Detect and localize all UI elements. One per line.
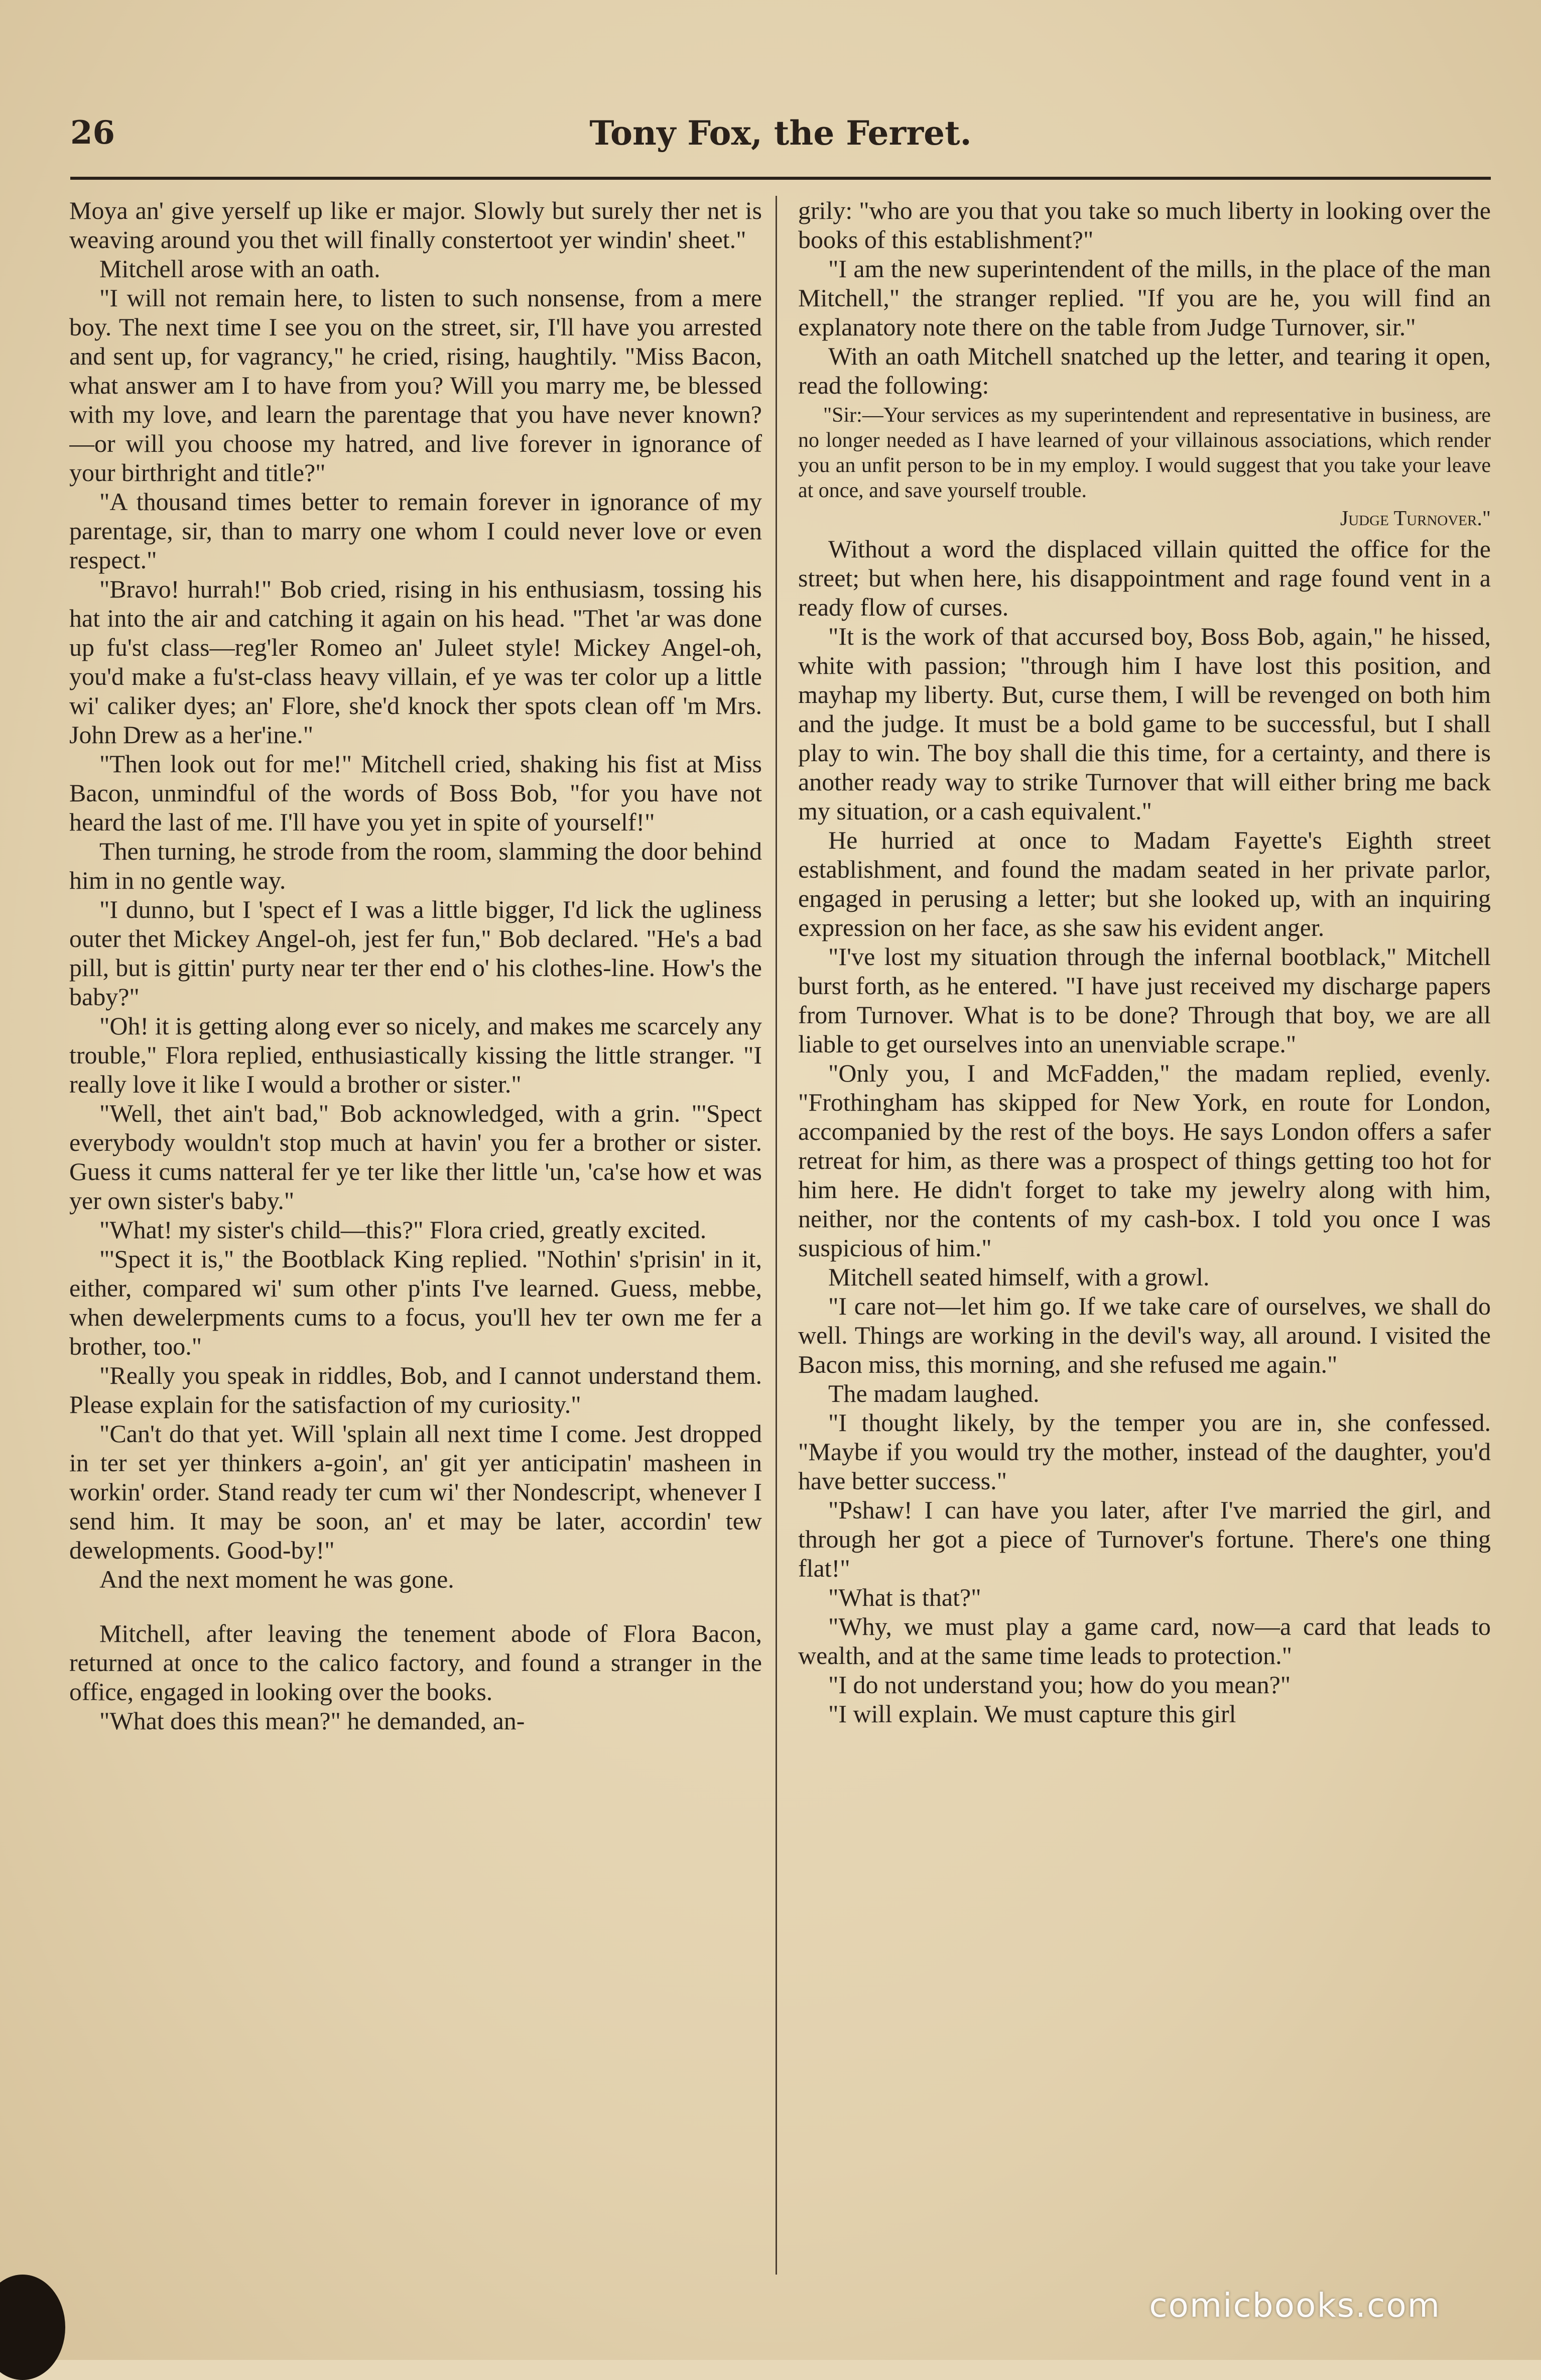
paragraph: grily: "who are you that you take so much liberty in looking over the books of this establishment?" [798,196,1491,254]
paragraph: "Oh! it is getting along ever so nicely, and makes me scarcely any trouble," Flora replied, enthusiastically kissing the little stranger. "I really love it like I would a brother or sister." [69,1012,762,1098]
page-number: 26 [70,114,115,152]
paragraph: "Can't do that yet. Will 'splain all next time I come. Jest dropped in ter set yer thinkers a-goin', an' git yer anticipatin' masheen in workin' order. Stand ready ter cum wi' ther Nondescript, whenever I send him. It may be soon, an' et may be later, accordin' tew dewelopments. Good-by!" [69,1419,762,1564]
paragraph: "I thought likely, by the temper you are in, she confessed. "Maybe if you would try the mother, instead of the daughter, you'd have better success." [798,1408,1491,1495]
paragraph: Mitchell seated himself, with a growl. [828,1263,1210,1291]
paragraph: "Why, we must play a game card, now—a card that leads to wealth, and at the same time leads to protection." [798,1612,1491,1670]
letter-signature: Judge Turnover." [1340,507,1491,530]
paragraph: "'Spect it is," the Bootblack King replied. "Nothin' s'prisin' in it, either, compared wi' sum other p'ints I've learned. Guess, mebbe, when dewelerpments cums to a focus, you'll hev ter own me fer a brother, too." [69,1245,762,1360]
paragraph: "It is the work of that accursed boy, Boss Bob, again," he hissed, white with passion; "through him I have lost this position, and mayhap my liberty. But, curse them, I will be revenged on both him and the judge. It must be a bold game to be successful, but I shall play to win. The boy shall die this time, for a certainty, and there is another ready way to strike Turnover that will either bring me back my situation, or a cash equivalent." [798,622,1491,825]
right-column [798,196,1491,2280]
paragraph: Then turning, he strode from the room, slamming the door behind him in no gentle way. [69,837,762,894]
header-rule [70,177,1491,180]
paragraph: "What! my sister's child—this?" Flora cried, greatly excited. [99,1216,707,1244]
paragraph: Mitchell arose with an oath. [99,255,380,283]
paragraph: Mitchell, after leaving the tenement abode of Flora Bacon, returned at once to the calico factory, and found a stranger in the office, engaged in looking over the books. [69,1619,762,1706]
paragraph: The madam laughed. [828,1379,1040,1407]
paragraph: And the next moment he was gone. [99,1565,454,1593]
paragraph: "I do not understand you; how do you mean?" [828,1671,1291,1699]
paragraph: "A thousand times better to remain forever in ignorance of my parentage, sir, than to marry one whom I could never love or even respect." [69,488,762,574]
paragraph: "I will explain. We must capture this girl [828,1700,1236,1728]
paragraph: "I will not remain here, to listen to such nonsense, from a mere boy. The next time I see you on the street, sir, I'll have you arrested and sent up, for vagrancy," he cried, rising, haughtily. "Miss Bacon, what answer am I to have from you? Will you marry me, be blessed with my love, and learn the parentage that you have never known?—or will you choose my hatred, and live forever in ignorance of your birthright and title?" [69,284,762,487]
paragraph: "I am the new superintendent of the mills, in the place of the man Mitchell," the stranger replied. "If you are he, you will find an explanatory note there on the table from Judge Turnover, sir." [798,255,1491,341]
paragraph: "Bravo! hurrah!" Bob cried, rising in his enthusiasm, tossing his hat into the air and catching it again on his head. "Thet 'ar was done up fu'st class—reg'ler Romeo an' Juleet style! Mickey Angel-oh, you'd make a fu'st-class heavy villain, ef ye was ter color up a little wi' caliker dyes; an' Flore, she'd knock ther spots clean off 'm Mrs. John Drew as a her'ine." [69,575,762,749]
letter-text: "Sir:—Your services as my superintendent and representative in business, are no longer needed as I have learned of your villainous associations, which render you an unfit person to be in my employ. I would suggest that you take your leave at once, and save yourself trouble. [798,404,1491,502]
paragraph: "Really you speak in riddles, Bob, and I cannot understand them. Please explain for the satisfaction of my curiosity." [69,1361,762,1418]
paragraph: "Well, thet ain't bad," Bob acknowledged, with a grin. "'Spect everybody wouldn't stop much at havin' you fer a brother or sister. Guess it cums natteral fer ye ter like ther little 'un, 'ca'se how et was yer own sister's baby." [69,1099,762,1215]
paragraph: "Pshaw! I can have you later, after I've married the girl, and through her got a piece of Turnover's fortune. There's one thing flat!" [798,1496,1491,1582]
paragraph: Moya an' give yerself up like er major. Slowly but surely ther net is weaving around you thet will finally constertoot yer windin' sheet." [69,196,762,254]
page-header [70,108,1491,163]
paragraph: "I care not—let him go. If we take care of ourselves, we shall do well. Things are working in the devil's way, all around. I visited the Bacon miss, this morning, and she refused me again." [798,1292,1491,1378]
left-column [69,196,762,2280]
paragraph: "Only you, I and McFadden," the madam replied, evenly. "Frothingham has skipped for New York, en route for London, accompanied by the rest of the boys. He says London offers a safer retreat for him, as there was a prospect of things getting too hot for him here. He didn't forget to take my jewelry along with him, neither, nor the contents of my cash-box. I told you once I was suspicious of him." [798,1059,1491,1262]
paragraph: "What is that?" [828,1583,981,1611]
section-break [69,1594,762,1619]
paragraph: Without a word the displaced villain quitted the office for the street; but when here, his disappointment and rage found vent in a ready flow of curses. [798,535,1491,621]
column-divider [776,196,777,2275]
paragraph: "What does this mean?" he demanded, an- [99,1707,525,1735]
paragraph: "Then look out for me!" Mitchell cried, shaking his fist at Miss Bacon, unmindful of the words of Boss Bob, "for you have not heard the last of me. I'll have you yet in spite of yourself!" [69,750,762,836]
paragraph: "I've lost my situation through the infernal bootblack," Mitchell burst forth, as he entered. "I have just received my discharge papers from Turnover. What is to be done? Through that boy, we are all liable to get ourselves into an unenviable scrape." [798,942,1491,1058]
running-title: Tony Fox, the Ferret. [589,113,972,153]
paragraph: With an oath Mitchell snatched up the letter, and tearing it open, read the following: [798,342,1491,399]
paragraph: He hurried at once to Madam Fayette's Eighth street establishment, and found the madam seated in her private parlor, engaged in perusing a letter; but she looked up, with an inquiring expression on her face, as she saw his evident anger. [798,826,1491,941]
paragraph: "I dunno, but I 'spect ef I was a little bigger, I'd lick the ugliness outer thet Mickey Angel-oh, jest fer fun," Bob declared. "He's a bad pill, but is gittin' purty near ter ther end o' his clothes-line. How's the baby?" [69,895,762,1011]
watermark-text: comicbooks.com [1149,2286,1441,2325]
